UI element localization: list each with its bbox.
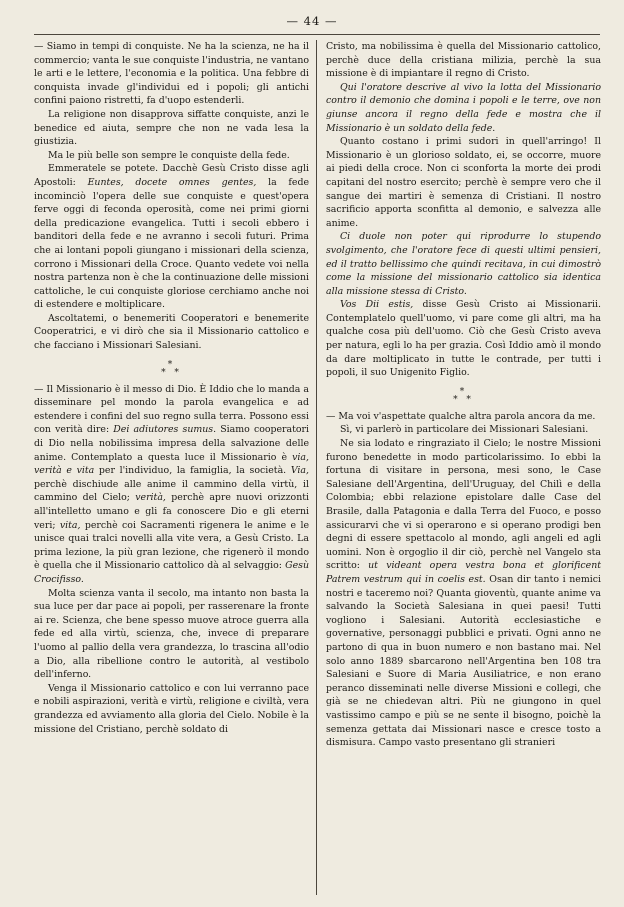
emphasis: Via,: [290, 465, 309, 477]
paragraph: Venga il Missionario cattolico e con lui verranno pace e nobili aspirazioni, verità e virtù, religione e civiltà, vera grandezza ed avviamento alla gloria del Cielo. Nobile è la missione del Cristiano, perchè soldato di: [34, 682, 309, 735]
paragraph: Molta scienza vanta il secolo, ma intanto non basta la sua luce per dar pace ai popoli, per rasserenare la fronte ai re. Scienza, che bene spesso muove atroce guerra alla fede ed alla virtù, scienza, che, invece di preparare l'uomo al pallio della vera grandezza, lo trascina all'odio a Dio, alla ribellione contro le autorità, al vestibolo dell'inferno.: [34, 587, 309, 681]
editor-note: Qui l'oratore descrive al vivo la lotta del Missionario contro il demonio che domina i popoli e le terre, ove non giunse ancora il regno della fede e mostra che il Missionario è un soldato della fede.: [326, 81, 601, 134]
paragraph: Cristo, ma nobilissima è quella del Missionario cattolico, perchè duce della cristiana milizia, perchè la sua missione è di impiantare il regno di Cristo.: [326, 41, 601, 80]
text-run: perchè dischiude alle anime il cammino della virtù, il cammino del Cielo;: [34, 478, 309, 504]
text-run: Siamo cooperatori di Dio nella nobilissima impresa della salvazione delle anime. Contemplato a questa luce il Missionario è: [34, 424, 309, 463]
paragraph: — Ma voi v'aspettate qualche altra parola ancora da me.: [326, 410, 596, 422]
column-rule: [316, 40, 317, 895]
paragraph: Quanto costano i primi sudori in quell'arringo! Il Missionario è un glorioso soldato, ei, se occorre, muore ai piedi della croce. Non ci sconforta la morte dei prodi capitani del nostro esercito; perchè è sempre vero che il sangue dei martiri è semenza di Cristiani. Il nostro sacrificio apporta sconfitta al demonio, e salvezza alle anime.: [326, 136, 601, 229]
latin-quote: Dei adiutores sumus.: [113, 424, 217, 436]
text-run: disse Gesù Cristo ai Missionarii. Contemplatelo quell'uomo, vi pare come gli altri, ma ha qualche cosa più dell'uomo. Ciò che Gesù Cristo aveva per natura, egli lo ha per grazia. Così Iddio amò il mondo da dare moltiplicato in tutte le contrade, per tutti i popoli, il suo Unigenito Figlio.: [326, 299, 601, 379]
left-column: [34, 40, 309, 896]
text-run: Osan dir tanto i nemici nostri e taceremo noi? Quanta gioventù, quante anime va salvando la Società Salesiana in quei paesi! Tutti vogliono i Salesiani. Autorità ecclesiastiche e governative, personaggi pubblici e privati. Ogni anno ne partono di qua in buon numero e non bastano mai. Nel solo anno 1889 sbarcarono nell'Argentina ben 108 tra Salesiani e Suore di Maria Ausiliatrice, e non erano peranco disseminati nelle diverse Missioni e collegi, che già se ne chiedevan altri. Più ne giungono in quel vastissimo campo e più se ne sente il bisogno, poichè la semenza gettata dai Missionari nasce e cresce tosto a dismisura. Campo vasto presentano gli stranieri: [326, 573, 601, 749]
text-run: perchè coi Sacramenti rigenera le anime e le unisce quai tralci novelli alla vite vera, a Gesù Cristo. La prima lezione, la più gran lezione, che rigenerò il mondo è quella che il Missionario cattolico dà al selvaggio:: [34, 519, 309, 572]
section-separator: * * *: [453, 386, 474, 405]
text-run: Emmeratele se potete. Dacchè Gesù Cristo disse agli Apostoli:: [34, 163, 309, 188]
paragraph: [326, 298, 601, 380]
right-column: [326, 40, 601, 896]
emphasis: verità,: [135, 492, 166, 504]
paragraph: — Siamo in tempi di conquiste. Ne ha la scienza, ne ha il commercio; vanta le sue conquiste l'industria, ne vantano le arti e le lettere, l'economia e la politica. Una febbre di conquista invade gl'individui ed i popoli; gli antichi confini paiono ristretti, fa d'uopo estenderli.: [34, 41, 309, 107]
paragraph: [34, 162, 309, 312]
emphasis: Gesù Crocifisso.: [34, 560, 309, 585]
latin-quote: ut videant opera vestra bona et glorificent Patrem vestrum qui in coelis est.: [326, 560, 601, 585]
paragraph: La religione non disapprova siffatte conquiste, anzi le benedice ed aiuta, sempre che non ne vada lesa la giustizia.: [34, 108, 309, 148]
emphasis: via, verità e vita: [34, 451, 309, 477]
section-separator: * * *: [161, 359, 182, 378]
page-number: — 44 —: [286, 14, 338, 28]
paragraph: Ascoltatemi, o benemeriti Cooperatori e benemerite Cooperatrici, e vi dirò che sia il Missionario cattolico e che facciano i Missionari Salesiani.: [34, 312, 309, 352]
text-run: per l'individuo, la famiglia, la società.: [94, 465, 291, 477]
emphasis: vita,: [59, 519, 81, 531]
text-run: perchè apre nuovi orizzonti all'intelletto umano e gli fa conoscere Dio e gli eterni veri;: [34, 492, 309, 531]
text-run: la fede incominciò l'opera delle sue conquiste e quest'opera ferve oggi di feconda operosità, come nei primi giorni della predicazione evangelica. Tutti i secoli ebbero i banditori della fede e ne avranno i secoli futuri. Prima che ai lontani popoli giungano i missionari della scienza, corrono i Missionari della Croce. Quanto vedete voi nella nostra partenza non è che la continuazione delle missioni cattoliche, le cui conquiste gloriose cerchiamo anche noi di estendere e moltiplicare.: [34, 176, 309, 311]
paragraph: Ma le più belle son sempre le conquiste della fede.: [48, 149, 290, 161]
text-run: Ne sia lodato e ringraziato il Cielo; le nostre Missioni furono benedette in modo particolarissimo. Io ebbi la fortuna di visitare in persona, mesi sono, le Case Salesiane dell'Argentina, dell'Uruguay, del Chilì e della Colombia; ebbi relazione epistolare dalle Case del Brasile, dalla Patagonia e dalla Terra del Fuoco, e posso assicurarvi che vi si operarono e si operano prodigi ben degni di essere spettacolo al mondo, agli angeli ed agli uomini. Non è orgoglio il dir ciò, perchè nel Vangelo sta scritto:: [326, 438, 601, 572]
editor-note: Ci duole non poter qui riprodurre lo stupendo svolgimento, che l'oratore fece di questi ultimi pensieri, ed il tratto bellissimo che quindi recitava, in cui dimostrò come la missione del missionario cattolico sia identica alla missione stessa di Cristo.: [326, 231, 601, 297]
latin-quote: Vos Dii estis,: [340, 299, 414, 311]
header-rule: [34, 34, 600, 35]
text-run: — Il Missionario è il messo di Dio. È Iddio che lo manda a disseminare pel mondo la parola evangelica e ad estendere i confini del suo regno sulla terra. Possono essi con verità dire:: [34, 383, 309, 436]
latin-quote: Euntes, docete omnes gentes,: [87, 176, 257, 188]
paragraph: [34, 383, 309, 587]
paragraph: [326, 437, 601, 750]
paragraph: Sì, vi parlerò in particolare dei Missionari Salesiani.: [340, 424, 589, 436]
